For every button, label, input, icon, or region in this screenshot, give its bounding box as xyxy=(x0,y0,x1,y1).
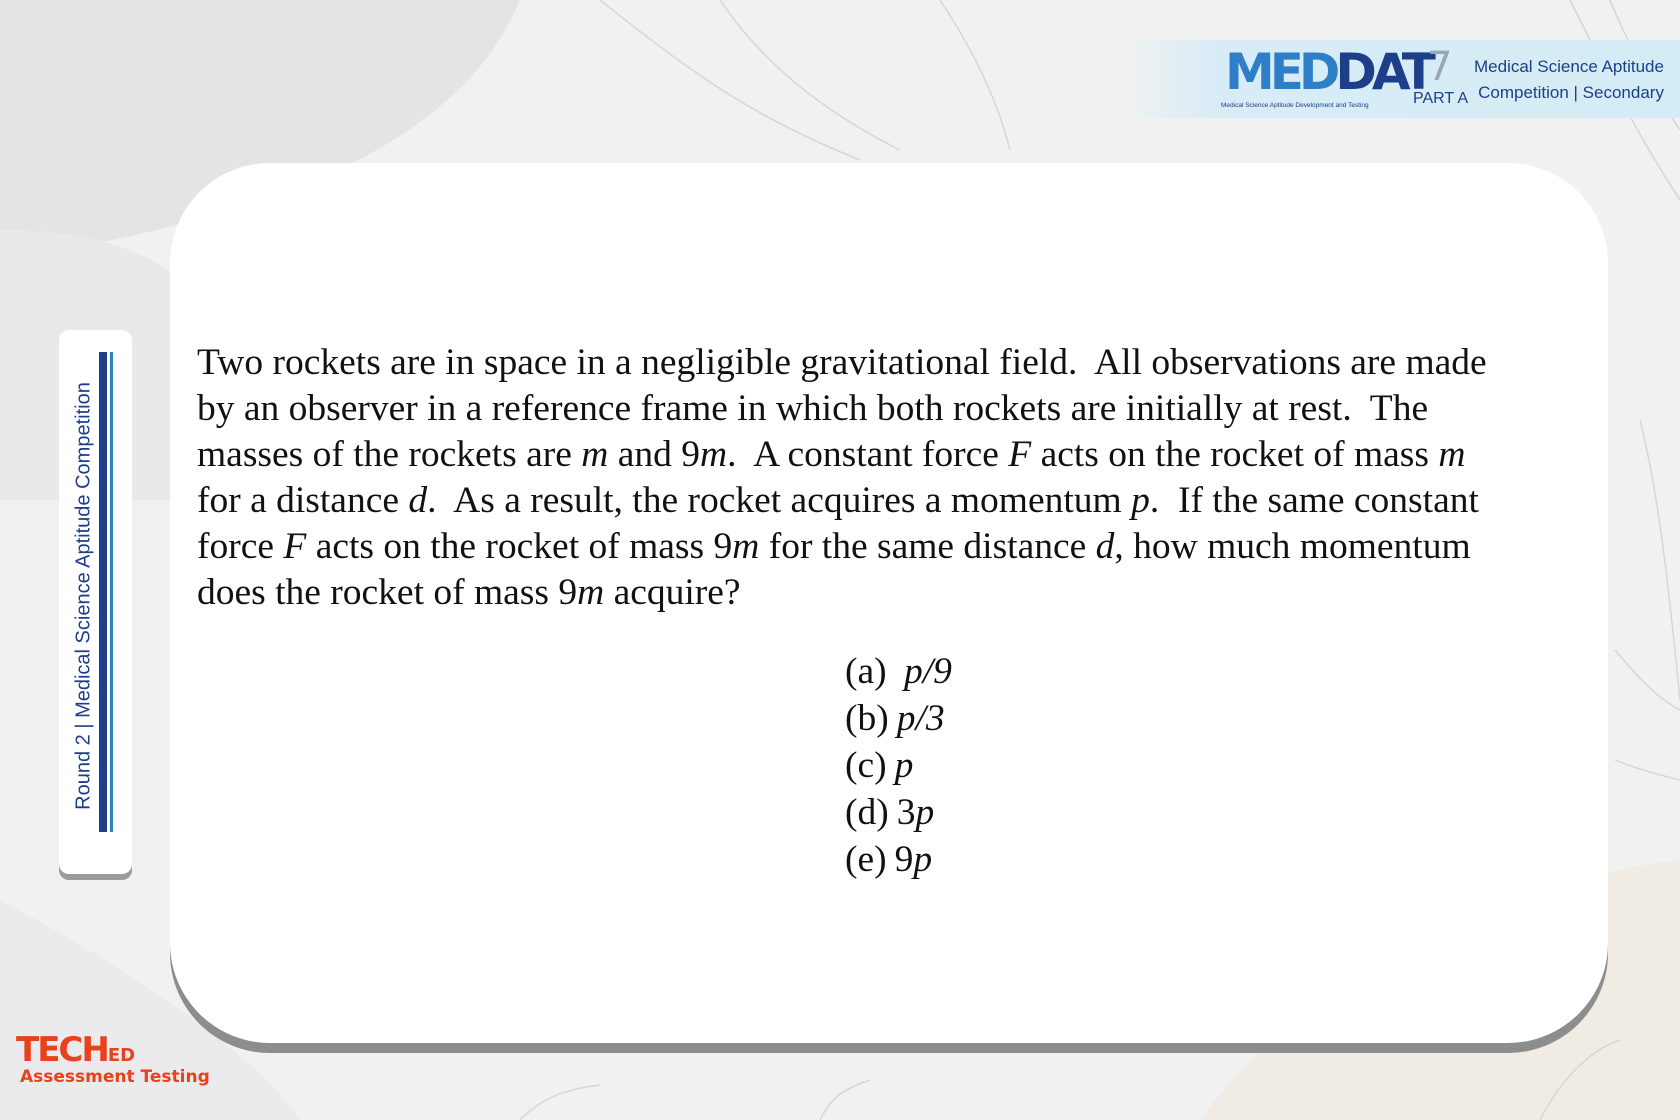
logo-tagline: Medical Science Aptitude Development and Testing xyxy=(1221,102,1369,109)
question-line: force F acts on the rocket of mass 9m for the same distance d, how much momentum xyxy=(197,526,1471,567)
option-label: (a) xyxy=(845,651,887,692)
option-label: (d) xyxy=(845,792,889,833)
side-accent-line xyxy=(110,352,113,832)
question-line: does the rocket of mass 9m acquire? xyxy=(197,572,741,613)
meddat-logo xyxy=(1225,44,1431,100)
competition-title-line1: Medical Science Aptitude xyxy=(1474,57,1664,76)
answer-options xyxy=(845,648,952,883)
option-b[interactable] xyxy=(845,695,952,742)
option-value: p/3 xyxy=(896,698,945,739)
question-line: masses of the rockets are m and 9m. A constant force F acts on the rocket of mass m xyxy=(197,434,1466,475)
edition-number: 7 xyxy=(1427,44,1453,90)
logo-med-text: MED xyxy=(1225,43,1336,101)
teched-logo xyxy=(16,1030,210,1087)
option-value: p xyxy=(894,745,914,786)
question-text xyxy=(197,340,1597,616)
part-label: PART A xyxy=(1413,90,1469,107)
question-line: for a distance d. As a result, the rocket acquires a momentum p. If the same constant xyxy=(197,480,1479,521)
round-label: Round 2 | Medical Science Aptitude Competition xyxy=(72,382,95,810)
brand-word: TECH xyxy=(16,1030,108,1070)
option-d[interactable] xyxy=(845,789,952,836)
question-card xyxy=(170,163,1608,1043)
header-brand xyxy=(1120,40,1680,118)
option-value: 9p xyxy=(894,839,933,880)
option-label: (c) xyxy=(845,745,887,786)
brand-tagline: Assessment Testing xyxy=(20,1067,210,1087)
competition-title xyxy=(1474,54,1664,106)
round-side-tab xyxy=(59,330,132,874)
option-label: (b) xyxy=(845,698,889,739)
option-c[interactable] xyxy=(845,742,952,789)
brand-suffix: ED xyxy=(107,1045,136,1066)
competition-title-line2: Competition | Secondary xyxy=(1478,83,1664,102)
logo-dat-text: DAT xyxy=(1335,43,1431,101)
question-line: Two rockets are in space in a negligible gravitational field. All observations are made xyxy=(197,342,1487,383)
question-line: by an observer in a reference frame in which both rockets are initially at rest. The xyxy=(197,388,1429,429)
side-accent-bar xyxy=(99,352,107,832)
option-e[interactable] xyxy=(845,836,952,883)
option-label: (e) xyxy=(845,839,887,880)
option-value: 3p xyxy=(896,792,935,833)
option-value: p/9 xyxy=(904,651,952,692)
option-a[interactable] xyxy=(845,648,952,695)
